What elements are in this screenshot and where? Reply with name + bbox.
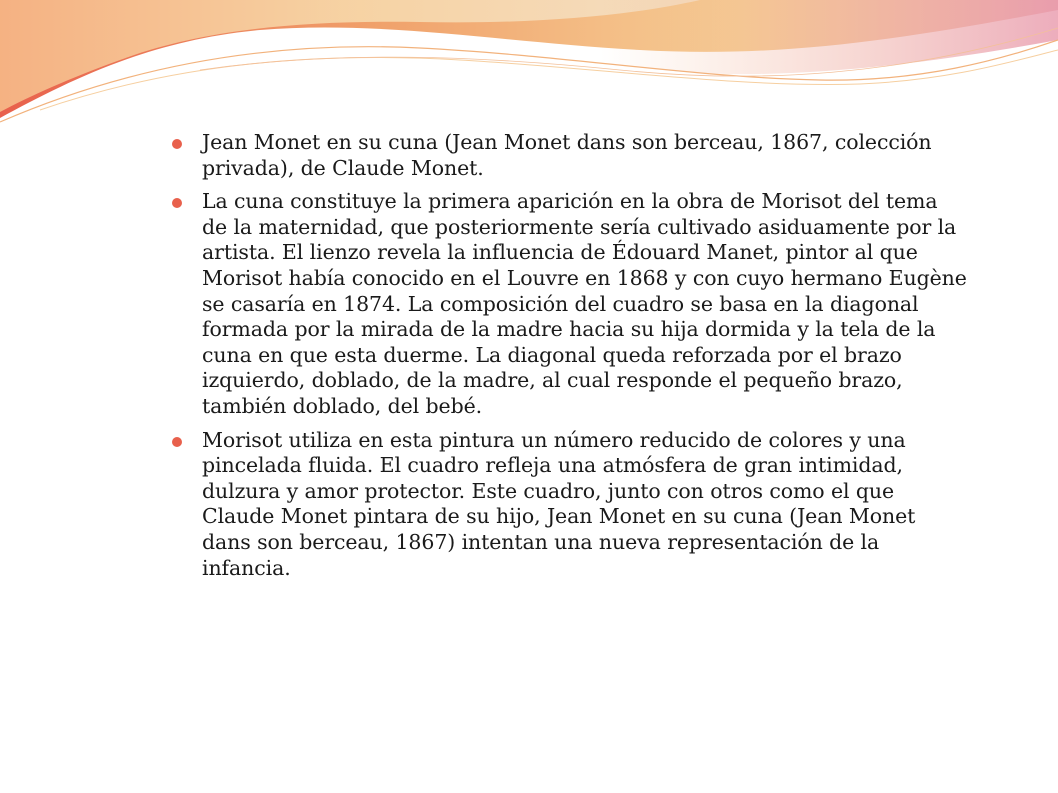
bullet-item <box>168 189 968 419</box>
slide-content <box>168 130 968 589</box>
header-wave-decoration <box>0 0 1058 140</box>
wave-band-right <box>600 0 1058 74</box>
bullet-item <box>168 130 968 181</box>
bullet-list <box>168 130 968 581</box>
bullet-dot-icon <box>172 437 182 447</box>
bullet-dot-icon <box>172 139 182 149</box>
bullet-text: Morisot utiliza en esta pintura un número reducido de colores y una pincelada fluida. El cuadro refleja una atmósfera de gran intimidad, dulzura y amor protector. Este cuadro, junto con otros como el que Claude Monet pintara de su hijo, Jean Monet en su cuna (Jean Monet dans son berceau, 1867) intentan una nueva representación de la infancia. <box>202 427 916 580</box>
bullet-dot-icon <box>172 198 182 208</box>
bullet-text: Jean Monet en su cuna (Jean Monet dans son berceau, 1867, colección privada), de Claude Monet. <box>202 130 932 180</box>
bullet-item <box>168 428 968 582</box>
bullet-text: La cuna constituye la primera aparición en la obra de Morisot del tema de la maternidad, que posteriormente sería cultivado asiduamente por la artista. El lienzo revela la influencia de Édouard Manet, pintor al que Morisot había conocido en el Louvre en 1868 y con cuyo hermano Eugène se casaría en 1874. La composición del cuadro se basa en la diagonal formada por la mirada de la madre hacia su hija dormida y la tela de la cuna en que esta duerme. La diagonal queda reforzada por el brazo izquierdo, doblado, de la madre, al cual responde el pequeño brazo, también doblado, del bebé. <box>202 189 967 418</box>
